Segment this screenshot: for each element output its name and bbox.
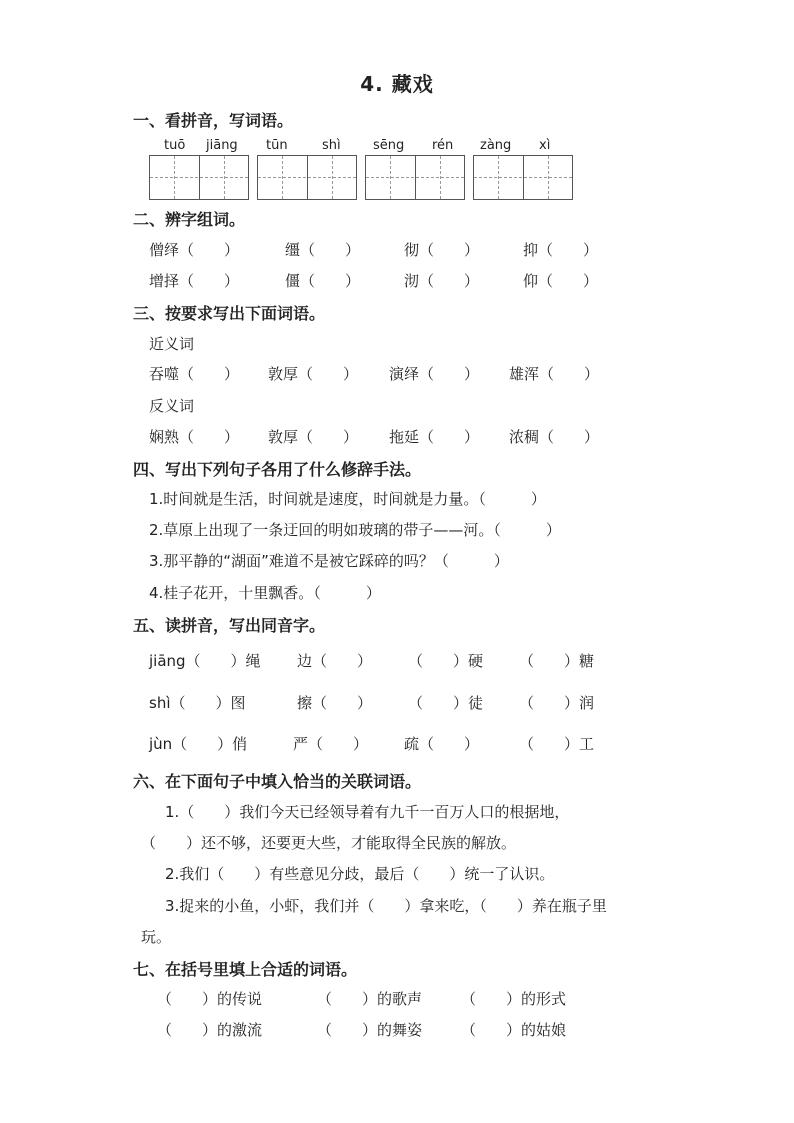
s5-item[interactable]: shì（ ）图 (149, 694, 246, 712)
section-5-heading: 五、读拼音，写出同音字。 (133, 616, 326, 635)
s3-item[interactable]: 敦厚（ ） (268, 365, 359, 383)
s5-item[interactable]: 擦（ ） (297, 694, 373, 712)
s3-item[interactable]: 雄浑（ ） (509, 365, 600, 383)
s6-sentence-2[interactable]: 2.我们（ ）有些意见分歧，最后（ ）统一了认识。 (165, 865, 555, 883)
s5-item[interactable]: （ ）润 (519, 694, 595, 712)
s3-item[interactable]: 吞噬（ ） (149, 365, 240, 383)
s4-item[interactable]: 2.草原上出现了一条迂回的明如玻璃的带子——河。（ ） (149, 521, 561, 539)
pinyin-2: jiāng (206, 138, 238, 153)
s7-item[interactable]: （ ）的歌声 (317, 990, 423, 1008)
s5-item[interactable]: （ ）硬 (408, 652, 484, 670)
pinyin-6: rén (432, 138, 454, 153)
s5-item[interactable]: jùn（ ）俏 (149, 735, 248, 753)
section-1-heading: 一、看拼音，写词语。 (133, 111, 294, 130)
s2-item[interactable]: 抑（ ） (523, 241, 599, 259)
s2-item[interactable]: 仰（ ） (523, 272, 599, 290)
section-6-heading: 六、在下面句子中填入恰当的关联词语。 (133, 772, 422, 791)
s7-item[interactable]: （ ）的传说 (157, 990, 263, 1008)
synonym-label: 近义词 (149, 335, 195, 353)
pinyin-7: zàng (480, 138, 512, 153)
s7-item[interactable]: （ ）的舞姿 (317, 1021, 423, 1039)
s5-item[interactable]: （ ）徒 (408, 694, 484, 712)
s6-sentence-3b: 玩。 (141, 928, 172, 946)
s4-item[interactable]: 3.那平静的“湖面”难道不是被它踩碎的吗？（ ） (149, 552, 509, 570)
s2-item[interactable]: 僵（ ） (285, 272, 361, 290)
s2-item[interactable]: 彻（ ） (404, 241, 480, 259)
section-4-heading: 四、写出下列句子各用了什么修辞手法。 (133, 460, 422, 479)
s7-item[interactable]: （ ）的姑娘 (461, 1021, 567, 1039)
s7-item[interactable]: （ ）的形式 (461, 990, 567, 1008)
s6-sentence-1a[interactable]: 1.（ ）我们今天已经领导着有九千一百万人口的根据地， (165, 803, 570, 821)
antonym-label: 反义词 (149, 397, 195, 415)
s4-item[interactable]: 4.桂子花开，十里飘香。（ ） (149, 584, 381, 602)
pinyin-1: tuō (164, 138, 186, 153)
s6-sentence-3a[interactable]: 3.捉来的小鱼，小虾，我们并（ ）拿来吃，（ ）养在瓶子里 (165, 897, 607, 915)
s5-item[interactable]: jiāng（ ）绳 (149, 652, 261, 670)
s2-item[interactable]: 僧绎（ ） (149, 241, 240, 259)
page-title: 4. 藏戏 (360, 72, 434, 96)
s4-item[interactable]: 1.时间就是生活，时间就是速度，时间就是力量。（ ） (149, 490, 546, 508)
s3-item[interactable]: 拖延（ ） (389, 428, 480, 446)
section-2-heading: 二、辨字组词。 (133, 210, 246, 229)
s5-item[interactable]: （ ）工 (519, 735, 595, 753)
s5-item[interactable]: 边（ ） (297, 652, 373, 670)
pinyin-3: tūn (266, 138, 288, 153)
s5-item[interactable]: 疏（ ） (404, 735, 480, 753)
pinyin-4: shì (322, 138, 341, 153)
section-7-heading: 七、在括号里填上合适的词语。 (133, 960, 358, 979)
s2-item[interactable]: 增择（ ） (149, 272, 240, 290)
writing-grid-3[interactable] (365, 155, 465, 200)
s6-sentence-1b[interactable]: （ ）还不够，还要更大些，才能取得全民族的解放。 (141, 834, 517, 852)
s3-item[interactable]: 娴熟（ ） (149, 428, 240, 446)
s2-item[interactable]: 沏（ ） (404, 272, 480, 290)
section-3-heading: 三、按要求写出下面词语。 (133, 304, 326, 323)
writing-grid-1[interactable] (149, 155, 249, 200)
pinyin-5: sēng (373, 138, 405, 153)
s2-item[interactable]: 缰（ ） (285, 241, 361, 259)
s5-item[interactable]: 严（ ） (293, 735, 369, 753)
pinyin-8: xì (539, 138, 551, 153)
s7-item[interactable]: （ ）的激流 (157, 1021, 263, 1039)
s3-item[interactable]: 浓稠（ ） (509, 428, 600, 446)
s5-item[interactable]: （ ）糖 (519, 652, 595, 670)
writing-grid-2[interactable] (257, 155, 357, 200)
writing-grid-4[interactable] (473, 155, 573, 200)
s3-item[interactable]: 演绎（ ） (389, 365, 480, 383)
s3-item[interactable]: 敦厚（ ） (268, 428, 359, 446)
